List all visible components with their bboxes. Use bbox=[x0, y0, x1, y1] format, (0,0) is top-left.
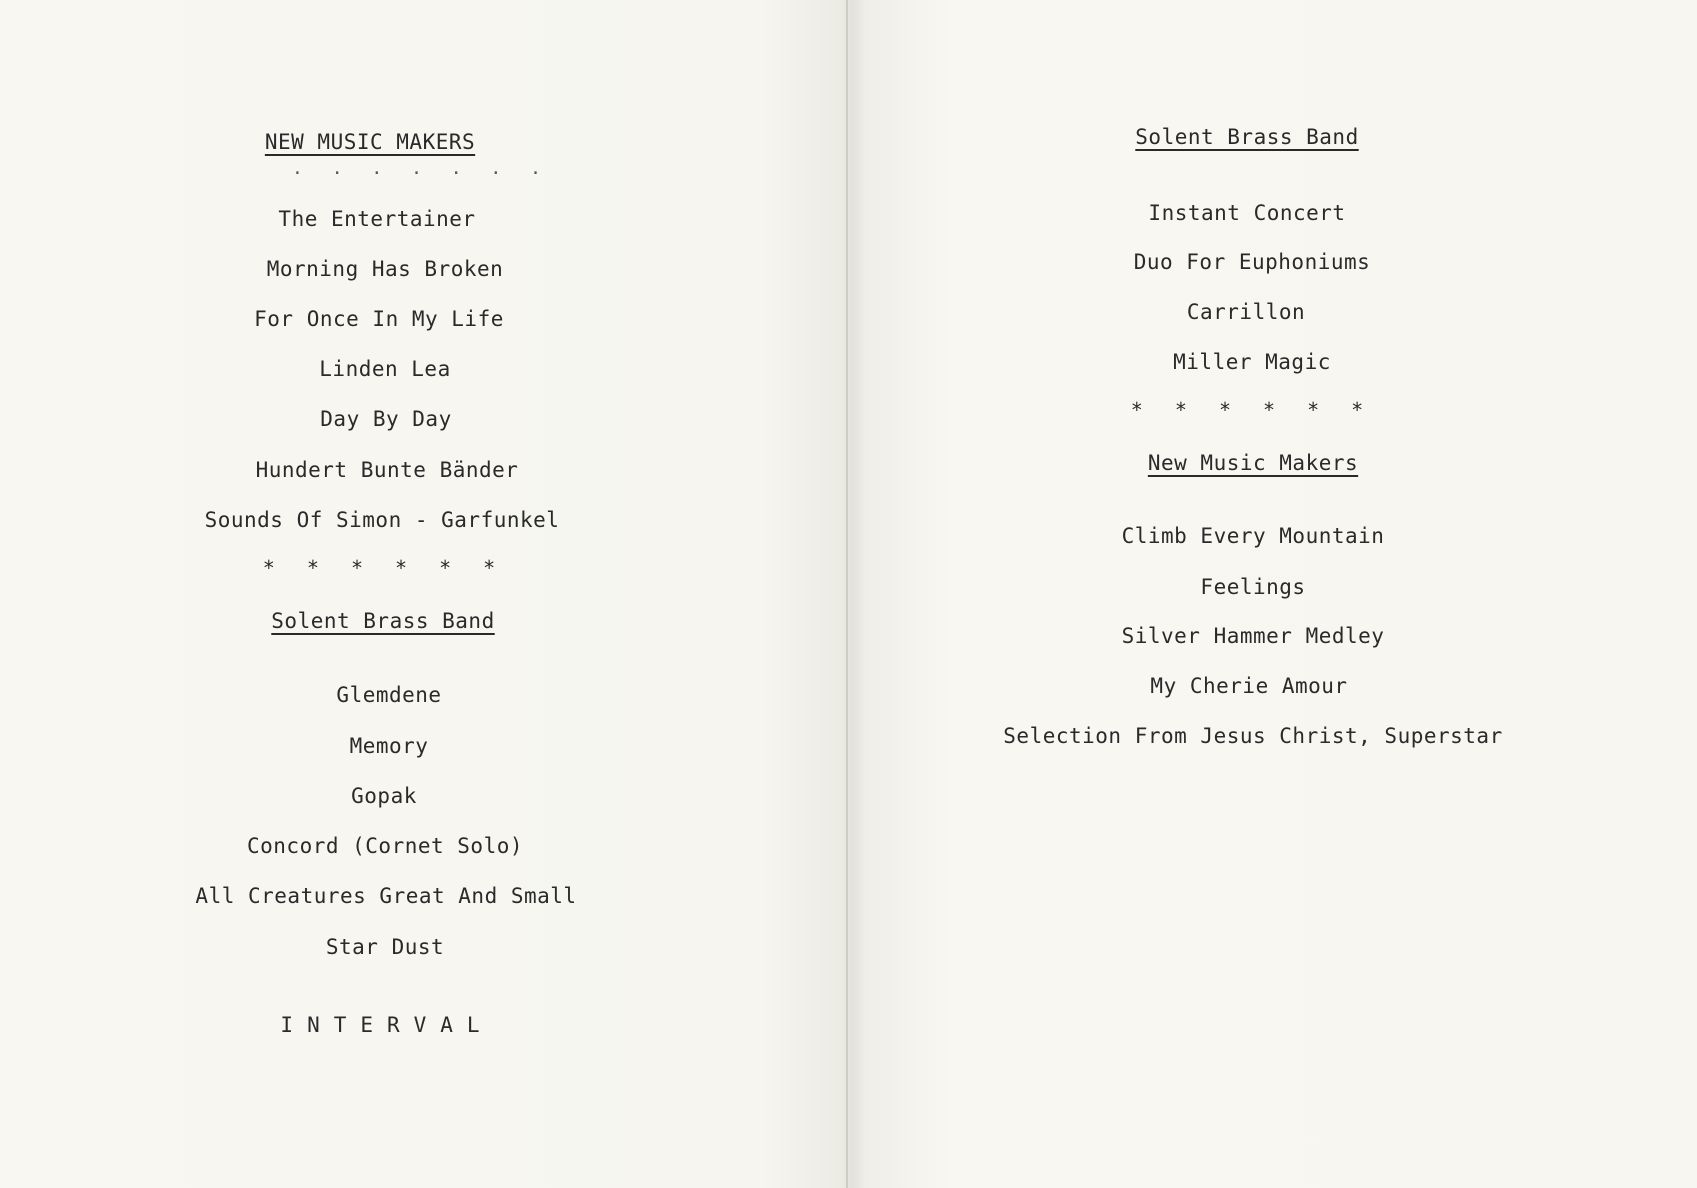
left-item-1: The Entertainer bbox=[278, 207, 476, 231]
left-item-7: Sounds Of Simon - Garfunkel bbox=[204, 508, 560, 532]
right-item-9: Selection From Jesus Christ, Superstar bbox=[1003, 724, 1503, 748]
right-item-8: My Cherie Amour bbox=[1150, 674, 1348, 698]
left-item-2: Morning Has Broken bbox=[266, 257, 504, 281]
right-heading-1: Solent Brass Band bbox=[1135, 125, 1359, 149]
left-item-5: Day By Day bbox=[320, 407, 452, 431]
left-heading-2: Solent Brass Band bbox=[271, 609, 495, 633]
right-item-1: Instant Concert bbox=[1148, 201, 1346, 225]
left-heading-1-dots: . . . . . . . bbox=[292, 158, 550, 179]
right-item-5: Climb Every Mountain bbox=[1121, 524, 1385, 548]
left-separator: * * * * * * bbox=[262, 556, 506, 580]
right-item-6: Feelings bbox=[1200, 575, 1306, 599]
left-item-3: For Once In My Life bbox=[254, 307, 504, 331]
left-item-6: Hundert Bunte Bänder bbox=[255, 458, 519, 482]
left-item-8: Glemdene bbox=[336, 683, 442, 707]
left-page bbox=[0, 0, 846, 1188]
right-heading-2: New Music Makers bbox=[1147, 451, 1359, 475]
left-heading-1: NEW MUSIC MAKERS bbox=[264, 130, 476, 154]
right-item-7: Silver Hammer Medley bbox=[1121, 624, 1385, 648]
left-item-10: Gopak bbox=[351, 784, 417, 808]
left-item-11: Concord (Cornet Solo) bbox=[246, 834, 524, 858]
right-item-4: Miller Magic bbox=[1173, 350, 1331, 374]
interval-label: INTERVAL bbox=[280, 1013, 494, 1037]
right-item-3: Carrillon bbox=[1186, 300, 1306, 324]
left-item-9: Memory bbox=[349, 734, 429, 758]
right-page bbox=[848, 0, 1697, 1188]
left-item-12: All Creatures Great And Small bbox=[195, 884, 577, 908]
left-item-4: Linden Lea bbox=[319, 357, 451, 381]
left-item-13: Star Dust bbox=[325, 935, 445, 959]
right-item-2: Duo For Euphoniums bbox=[1133, 250, 1371, 274]
right-separator: * * * * * * bbox=[1130, 398, 1374, 422]
